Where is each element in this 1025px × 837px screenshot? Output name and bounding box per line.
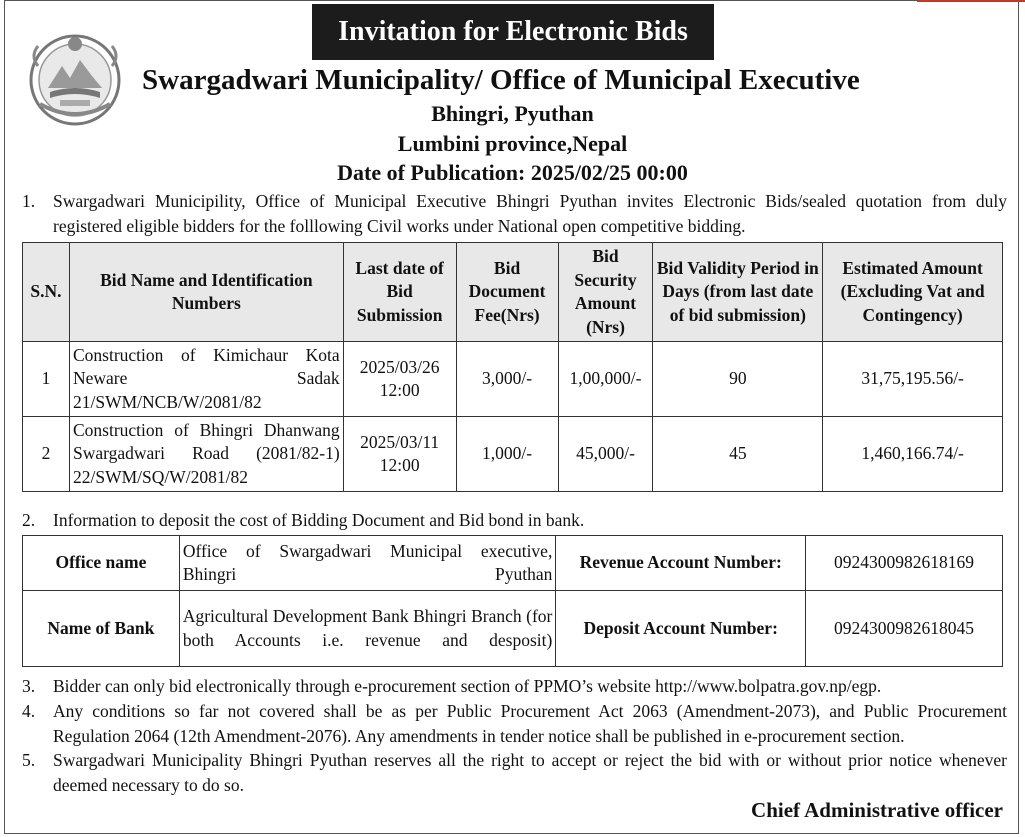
point-number: 3. [22,676,36,696]
col-estimate: Estimated Amount (Excluding Vat and Contingency) [823,243,1003,342]
table-row [23,342,1003,417]
cell-last-date: 2025/03/11 12:00 [343,417,456,492]
cell-bid-name: Construction of Kimichaur Kota Neware Sadak 21/SWM/NCB/W/2081/82 [69,342,343,417]
cell-estimate: 1,460,166.74/- [823,417,1003,492]
office-province: Lumbini province,Nepal [397,131,628,156]
cell-bid-name: Construction of Bhingri Dhanwang Swargadwari Road (2081/82-1) 22/SWM/SQ/W/2081/82 [69,417,343,492]
cell-doc-fee: 3,000/- [456,342,558,417]
point-number: 2. [22,510,36,530]
office-name-label: Office name [23,536,180,591]
col-last-date: Last date of Bid Submission [343,243,456,342]
col-security: Bid Security Amount (Nrs) [558,243,653,342]
cell-estimate: 31,75,195.56/- [823,342,1003,417]
cell-sn: 2 [23,417,70,492]
bank-name-label: Name of Bank [23,591,180,667]
revenue-account-value: 0924300982618169 [806,536,1003,591]
point-text: Swargadwari Municipility, Office of Municipal Executive Bhingri Pyuthan invites Electronic Bids/sealed quotation from duly registered eligible bidders for the folllowing Civil works under National open competitive bidding. [53,191,1007,236]
col-sn: S.N. [23,243,70,342]
cell-last-date: 2025/03/26 12:00 [343,342,456,417]
point-text: Swargadwari Municipality Bhingri Pyuthan reserves all the right to accept or reject the bid with or without prior notice whenever deemed necessary to do so. [53,750,1007,795]
bid-table-header [23,243,1003,342]
office-name-value: Office of Swargadwari Municipal executive, Bhingri Pyuthan [179,536,556,591]
point-1 [22,189,1007,238]
point-3 [22,674,1007,699]
point-number: 4. [22,701,36,721]
point-number: 1. [22,191,36,211]
point-text: Bidder can only bid electronically through e-procurement section of PPMO’s website http://www.bolpatra.gov.np/egp. [53,676,882,696]
point-5 [22,748,1007,797]
office-location: Bhingri, Pyuthan [431,101,594,126]
table-row [23,417,1003,492]
corner-accent [917,0,1025,2]
cell-security: 45,000/- [558,417,653,492]
point-number: 5. [22,750,36,770]
signoff: Chief Administrative officer [751,798,1003,822]
point-2 [22,508,1007,533]
publication-date: Date of Publication: 2025/02/25 00:00 [337,160,688,185]
cell-sn: 1 [23,342,70,417]
cell-validity: 45 [653,417,823,492]
notice-banner [312,4,714,60]
point-text: Information to deposit the cost of Bidding Document and Bid bond in bank. [53,510,585,530]
point-4 [22,699,1007,748]
deposit-account-label: Deposit Account Number: [556,591,806,667]
col-validity: Bid Validity Period in Days (from last date of bid submission) [653,243,823,342]
bank-name-value: Agricultural Development Bank Bhingri Branch (for both Accounts i.e. revenue and desposit) [179,591,556,667]
col-bid-name: Bid Name and Identification Numbers [69,243,343,342]
bank-table [22,535,1003,667]
bid-table [22,242,1003,492]
table-row [23,536,1003,591]
table-row [23,591,1003,667]
cell-security: 1,00,000/- [558,342,653,417]
cell-validity: 90 [653,342,823,417]
cell-doc-fee: 1,000/- [456,417,558,492]
deposit-account-value: 0924300982618045 [806,591,1003,667]
point-text: Any conditions so far not covered shall be as per Public Procurement Act 2063 (Amendment-2073), and Public Procurement Regulation 2064 (12th Amendment-2076). Any amendments in tender notice shall be published in e-procurement section. [53,701,1007,746]
revenue-account-label: Revenue Account Number: [556,536,806,591]
col-doc-fee: Bid Document Fee(Nrs) [456,243,558,342]
banner-title: Invitation for Electronic Bids [338,16,688,47]
office-title: Swargadwari Municipality/ Office of Municipal Executive [142,64,860,96]
